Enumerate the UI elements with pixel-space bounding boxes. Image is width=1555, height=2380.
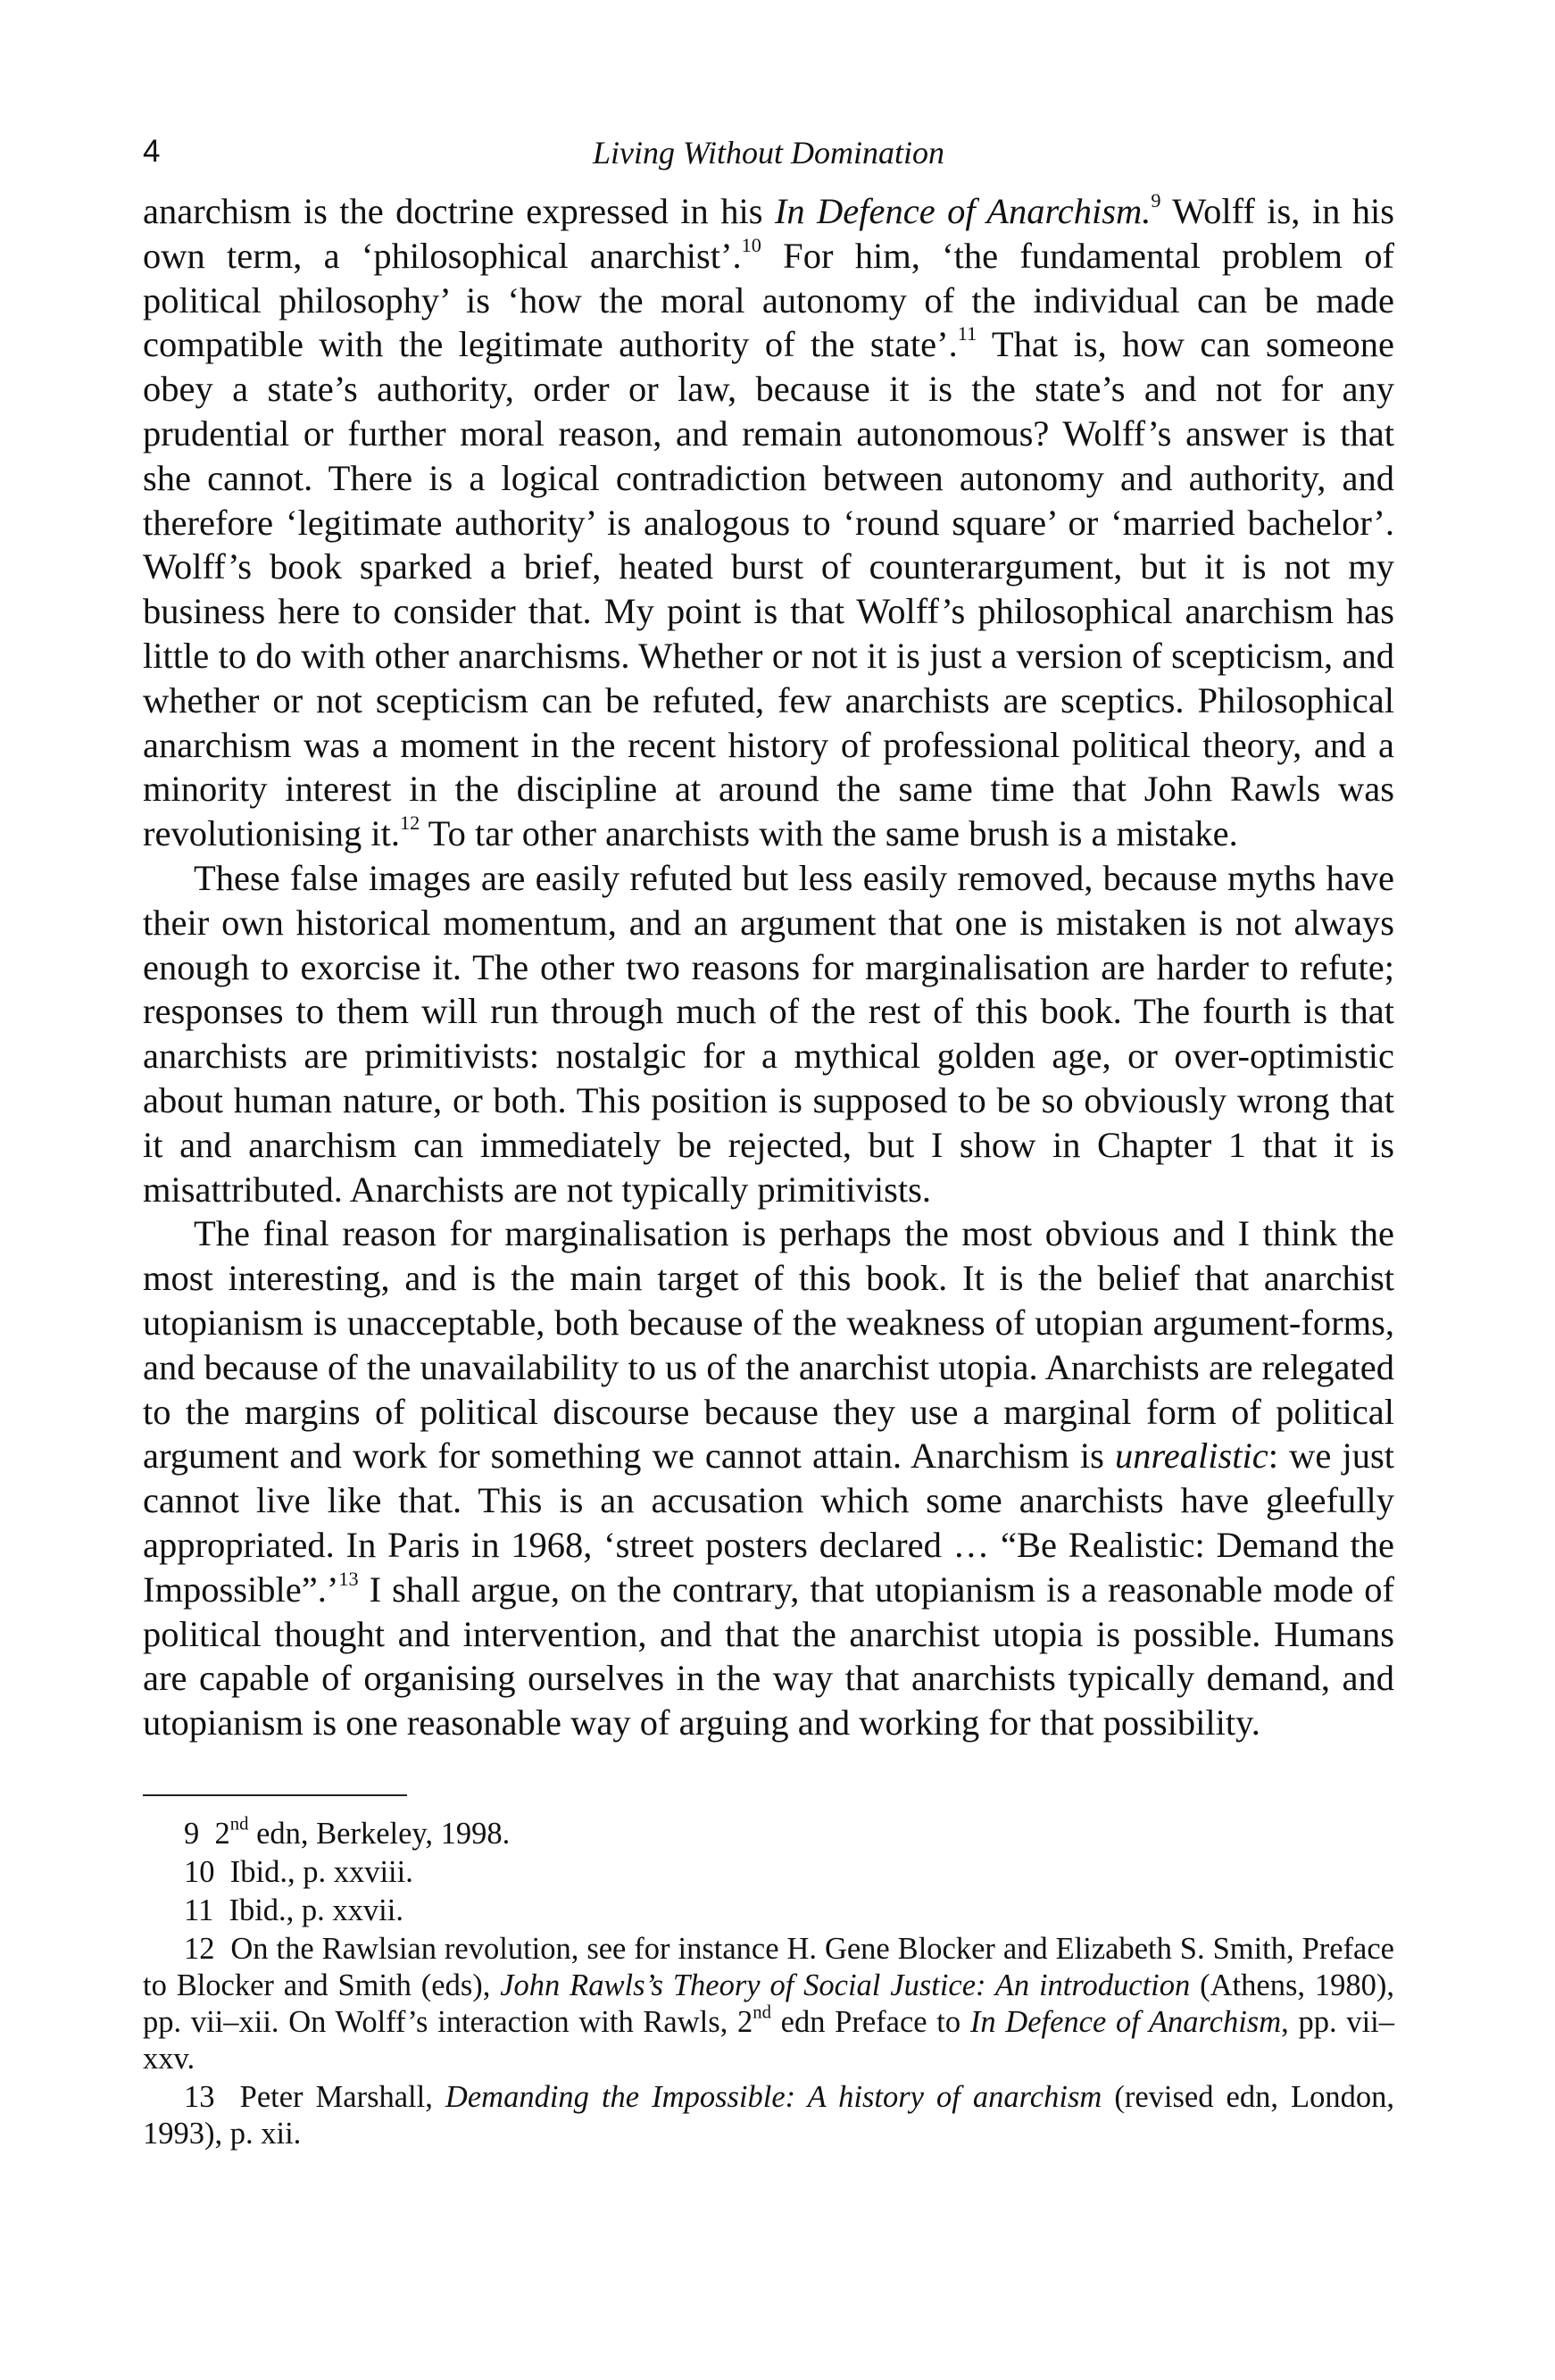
footnote-ref-9: 9: [1151, 189, 1161, 212]
footnote-11: [143, 1893, 1394, 1929]
text-run: That is, how can someone obey a state’s authority, order or law, because it is the state’s and not for any prudential or further moral reason, and remain autonomous? Wolff’s answer is that she cannot. There is a logical contradiction between autonomy and authority, and therefore ‘legitimate authority’ is analogous to ‘round square’ or ‘married bachelor’. Wolff’s book sparked a brief, heated burst of counterargument, but it is not my business here to consider that. My point is that Wolff’s philosophical anarchism has little to do with other anarchisms. Whether or not it is just a version of scepticism, and whether or not scepticism can be refuted, few anarchists are sceptics. Philosophical anarchism was a moment in the recent history of professional political theory, and a minority interest in the discipline at around the same time that John Rawls was revolutionising it.: [143, 324, 1394, 854]
footnote-10: [143, 1854, 1394, 1891]
body-text: [143, 189, 1394, 1745]
book-title-italic: In Defence of Anarchism: [969, 2005, 1282, 2039]
book-title-italic: In Defence of Anarchism.: [774, 191, 1152, 231]
ordinal-suffix: nd: [753, 2002, 771, 2023]
footnote-ref-13: 13: [338, 1567, 359, 1590]
book-title-italic: Demanding the Impossible: A history of anarchism: [445, 2080, 1102, 2114]
page-number: 4: [143, 134, 161, 169]
text-run: Ibid., p. xxviii.: [229, 1855, 413, 1889]
paragraph-3: [143, 1211, 1394, 1745]
footnote-number: 11: [184, 1893, 214, 1927]
footnotes: [143, 1816, 1394, 2152]
footnote-number: 12: [184, 1932, 215, 1966]
footnote-9: [143, 1816, 1394, 1852]
text-run: Wolff is, in his own term, a ‘philosophical anarchist’.: [143, 191, 1394, 276]
footnote-number: 10: [184, 1855, 215, 1889]
book-title-italic: John Rawls’s Theory of Social Justice: An introduction: [500, 1968, 1191, 2002]
footnote-13: [143, 2079, 1394, 2152]
text-run: I shall argue, on the contrary, that utopianism is a reasonable mode of political thought and intervention, and that the anarchist utopia is possible. Humans are capable of organising ourselves in the way that anarchists typically demand, and utopianism is one reasonable way of arguing and working for that possibility.: [143, 1569, 1394, 1743]
text-run: (Athens, 1980), pp. vii–xii. On Wolff’s interaction with Rawls, 2: [143, 1968, 1394, 2039]
ordinal-suffix: nd: [229, 1814, 249, 1835]
text-run: , pp. vii–xxv.: [143, 2005, 1394, 2076]
footnote-number: 13: [184, 2080, 215, 2114]
footnote-number: 9: [184, 1817, 200, 1851]
text-run: Peter Marshall,: [239, 2080, 445, 2114]
footnote-ref-12: 12: [400, 811, 420, 835]
paragraph-2: These false images are easily refuted but less easily removed, because myths have their own historical momentum, and an argument that one is mistaken is not always enough to exorcise it. The other two reasons for marginalisation are harder to refute; responses to them will run through much of the rest of this book. The fourth is that anarchists are primitivists: nostalgic for a mythical golden age, or over-optimistic about human nature, or both. This position is supposed to be so obviously wrong that it and anarchism can immediately be rejected, but I show in Chapter 1 that it is misattributed. Anarchists are not typically primitivists.: [143, 857, 1394, 1210]
text-run: (revised edn, London, 1993), p. xii.: [143, 2080, 1394, 2151]
footnote-divider: [143, 1794, 407, 1796]
text-run: The final reason for marginalisation is perhaps the most obvious and I think the most interesting, and is the main target of this book. It is the belief that anarchist utopianism is unacceptable, both because of the weakness of utopian argument-forms, and because of the unavailability to us of the anarchist utopia. Anarchists are relegated to the margins of political discourse because they use a marginal form of political argument and work for something we cannot attain. Anarchism is: [143, 1213, 1394, 1477]
text-run: anarchism is the doctrine expressed in his: [143, 191, 775, 231]
footnote-ref-10: 10: [741, 233, 761, 256]
paragraph-1: [143, 189, 1394, 856]
text-run: edn, Berkeley, 1998.: [248, 1817, 511, 1851]
text-run: : we just cannot live like that. This is an accusation which some anarchists have gleefully appropriated. In Paris in 1968, ‘street posters declared … “Be Realistic: Demand the Impossible”.’: [143, 1435, 1394, 1610]
page-header: [143, 134, 1394, 177]
text-run: For him, ‘the fundamental problem of political philosophy’ is ‘how the moral autonomy of the individual can be made compatible with the legitimate authority of the state’.: [143, 235, 1394, 365]
text-run: To tar other anarchists with the same brush is a mistake.: [420, 813, 1238, 854]
footnote-ref-11: 11: [957, 322, 977, 345]
text-run: edn Preface to: [770, 2005, 970, 2039]
text-run: On the Rawlsian revolution, see for instance H. Gene Blocker and Elizabeth S. Smith, Preface to Blocker and Smith (eds),: [143, 1932, 1394, 2002]
running-title: Living Without Domination: [592, 135, 944, 171]
text-run: Ibid., p. xxvii.: [229, 1893, 403, 1927]
emphasis: unrealistic: [1114, 1435, 1268, 1477]
text-run: 2: [214, 1817, 230, 1851]
footnote-12: [143, 1931, 1394, 2077]
